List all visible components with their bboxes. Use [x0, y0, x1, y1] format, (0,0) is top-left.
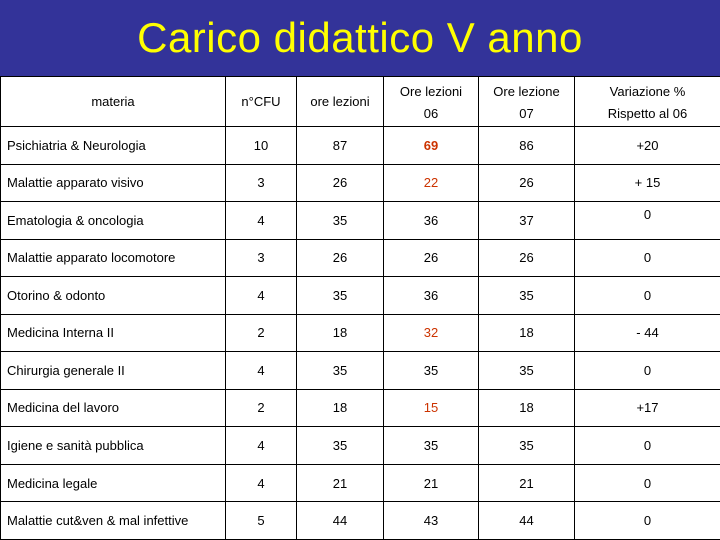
table-row	[1, 464, 720, 502]
cell-cfu: 5	[226, 502, 297, 540]
cell-variazione: 0	[575, 202, 720, 240]
header-ore07-line2: 07	[519, 105, 534, 121]
cell-materia: Malattie cut&ven & mal infettive	[1, 502, 226, 540]
header-ore07-line1: Ore lezione	[493, 83, 560, 99]
header-row	[1, 77, 720, 127]
table-row	[1, 352, 720, 390]
header-ore07	[479, 77, 575, 127]
cell-ore06: 36	[384, 202, 479, 240]
cell-materia: Chirurgia generale II	[1, 352, 226, 390]
cell-ore07: 35	[479, 352, 575, 390]
cell-ore: 26	[297, 239, 384, 277]
cell-variazione: 0	[575, 352, 720, 390]
cell-ore07: 35	[479, 427, 575, 465]
header-variazione-line2: Rispetto al 06	[607, 105, 688, 121]
cell-ore06: 36	[384, 277, 479, 315]
cell-ore06: 69	[384, 127, 479, 165]
cell-ore: 35	[297, 352, 384, 390]
cell-ore: 35	[297, 427, 384, 465]
cell-variazione: +20	[575, 127, 720, 165]
header-variazione	[575, 77, 720, 127]
cell-ore: 21	[297, 464, 384, 502]
cell-ore: 18	[297, 389, 384, 427]
cell-cfu: 2	[226, 389, 297, 427]
cell-ore06: 26	[384, 239, 479, 277]
cell-ore06: 35	[384, 427, 479, 465]
table-row	[1, 277, 720, 315]
cell-cfu: 4	[226, 427, 297, 465]
cell-materia: Otorino & odonto	[1, 277, 226, 315]
header-materia: materia	[1, 77, 226, 127]
cell-ore07: 35	[479, 277, 575, 315]
cell-ore06: 22	[384, 164, 479, 202]
cell-variazione: - 44	[575, 314, 720, 352]
table-row	[1, 502, 720, 540]
cell-variazione: 0	[575, 277, 720, 315]
table-row	[1, 389, 720, 427]
cell-materia: Ematologia & oncologia	[1, 202, 226, 240]
cell-variazione: + 15	[575, 164, 720, 202]
table-row	[1, 427, 720, 465]
header-ore06	[384, 77, 479, 127]
table-row	[1, 164, 720, 202]
cell-materia: Psichiatria & Neurologia	[1, 127, 226, 165]
cell-variazione: +17	[575, 389, 720, 427]
cell-ore: 35	[297, 277, 384, 315]
cell-ore07: 26	[479, 239, 575, 277]
table-row	[1, 239, 720, 277]
cell-ore07: 18	[479, 314, 575, 352]
cell-ore07: 86	[479, 127, 575, 165]
cell-ore07: 26	[479, 164, 575, 202]
cell-ore07: 21	[479, 464, 575, 502]
cell-cfu: 10	[226, 127, 297, 165]
header-ore: ore lezioni	[297, 77, 384, 127]
cell-ore06: 35	[384, 352, 479, 390]
table-row	[1, 127, 720, 165]
cell-materia: Medicina Interna II	[1, 314, 226, 352]
course-load-table	[0, 76, 720, 540]
cell-cfu: 3	[226, 239, 297, 277]
cell-variazione: 0	[575, 427, 720, 465]
cell-variazione: 0	[575, 239, 720, 277]
cell-cfu: 3	[226, 164, 297, 202]
header-variazione-line1: Variazione %	[609, 83, 686, 99]
title-bar	[0, 0, 720, 76]
cell-variazione: 0	[575, 502, 720, 540]
cell-cfu: 4	[226, 464, 297, 502]
cell-ore: 87	[297, 127, 384, 165]
table-row	[1, 202, 720, 240]
cell-variazione: 0	[575, 464, 720, 502]
table-row	[1, 314, 720, 352]
header-ore06-line2: 06	[423, 105, 439, 121]
cell-ore: 44	[297, 502, 384, 540]
cell-ore07: 44	[479, 502, 575, 540]
cell-cfu: 4	[226, 202, 297, 240]
cell-ore06: 15	[384, 389, 479, 427]
cell-ore06: 43	[384, 502, 479, 540]
cell-cfu: 2	[226, 314, 297, 352]
cell-ore: 18	[297, 314, 384, 352]
cell-materia: Malattie apparato locomotore	[1, 239, 226, 277]
cell-ore07: 18	[479, 389, 575, 427]
cell-materia: Malattie apparato visivo	[1, 164, 226, 202]
cell-materia: Medicina legale	[1, 464, 226, 502]
cell-cfu: 4	[226, 352, 297, 390]
cell-ore07: 37	[479, 202, 575, 240]
cell-ore: 35	[297, 202, 384, 240]
header-cfu: n°CFU	[226, 77, 297, 127]
cell-cfu: 4	[226, 277, 297, 315]
cell-ore06: 21	[384, 464, 479, 502]
cell-ore06: 32	[384, 314, 479, 352]
cell-materia: Igiene e sanità pubblica	[1, 427, 226, 465]
cell-materia: Medicina del lavoro	[1, 389, 226, 427]
page-title: Carico didattico V anno	[137, 14, 583, 61]
cell-ore: 26	[297, 164, 384, 202]
header-ore06-line1: Ore lezioni	[399, 83, 463, 99]
